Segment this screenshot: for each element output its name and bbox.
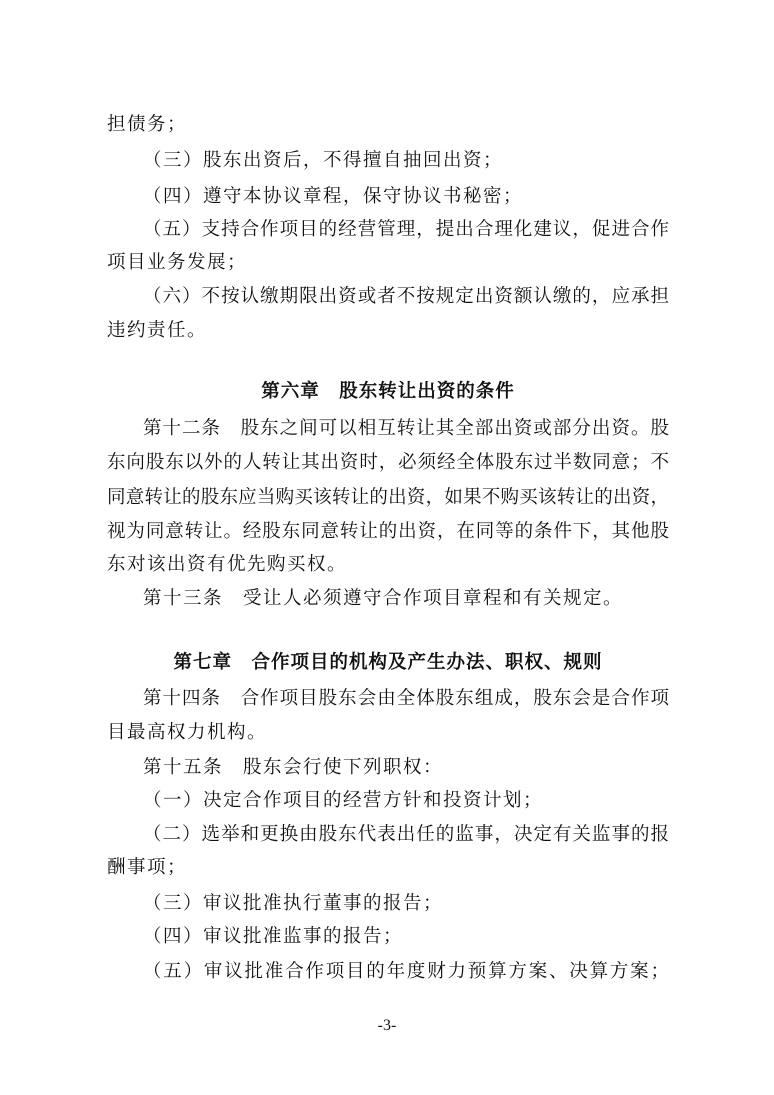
text-line: 第十四条 合作项目股东会由全体股东组成，股东会是合作项 <box>143 688 669 709</box>
text-line: 东对该出资有优先购买权。 <box>107 554 348 575</box>
text-line: （四）审议批准监事的报告； <box>143 926 404 947</box>
text-line: （三）股东出资后，不得擅自抽回出资； <box>143 150 504 171</box>
text-line: 同意转让的股东应当购买该转让的出资，如果不购买该转让的出资， <box>107 487 669 508</box>
text-line: 东向股东以外的人转让其出资时，必须经全体股东过半数同意；不 <box>107 452 669 473</box>
text-line: 视为同意转让。经股东同意转让的出资，在同等的条件下，其他股 <box>107 521 669 542</box>
text-line: （二）选举和更换由股东代表出任的监事，决定有关监事的报 <box>143 824 669 845</box>
text-line: 第十三条 受让人必须遵守合作项目章程和有关规定。 <box>143 588 624 609</box>
text-line: （一）决定合作项目的经营方针和投资计划； <box>143 790 544 811</box>
page-number: -3- <box>377 1017 397 1034</box>
text-line: （六）不按认缴期限出资或者不按规定出资额认缴的，应承担 <box>143 286 669 307</box>
text-line: （三）审议批准执行董事的报告； <box>143 893 444 914</box>
text-line: （四）遵守本协议章程，保守协议书秘密； <box>143 186 524 207</box>
text-line: 酬事项； <box>107 857 188 878</box>
text-line: 违约责任。 <box>107 320 208 341</box>
text-line: 目最高权力机构。 <box>107 722 268 743</box>
chapter-heading: 第七章 合作项目的机构及产生办法、职权、规则 <box>173 652 603 673</box>
text-line: 项目业务发展； <box>107 252 248 273</box>
text-line: （五）支持合作项目的经营管理，提出合理化建议，促进合作 <box>143 219 669 240</box>
text-line: （五）审议批准合作项目的年度财力预算方案、决算方案； <box>143 961 669 982</box>
text-line: 担债务； <box>107 114 188 135</box>
chapter-heading: 第六章 股东转让出资的条件 <box>261 381 515 402</box>
text-line: 第十五条 股东会行使下列职权： <box>143 757 444 778</box>
text-line: 第十二条 股东之间可以相互转让其全部出资或部分出资。股 <box>143 418 669 439</box>
